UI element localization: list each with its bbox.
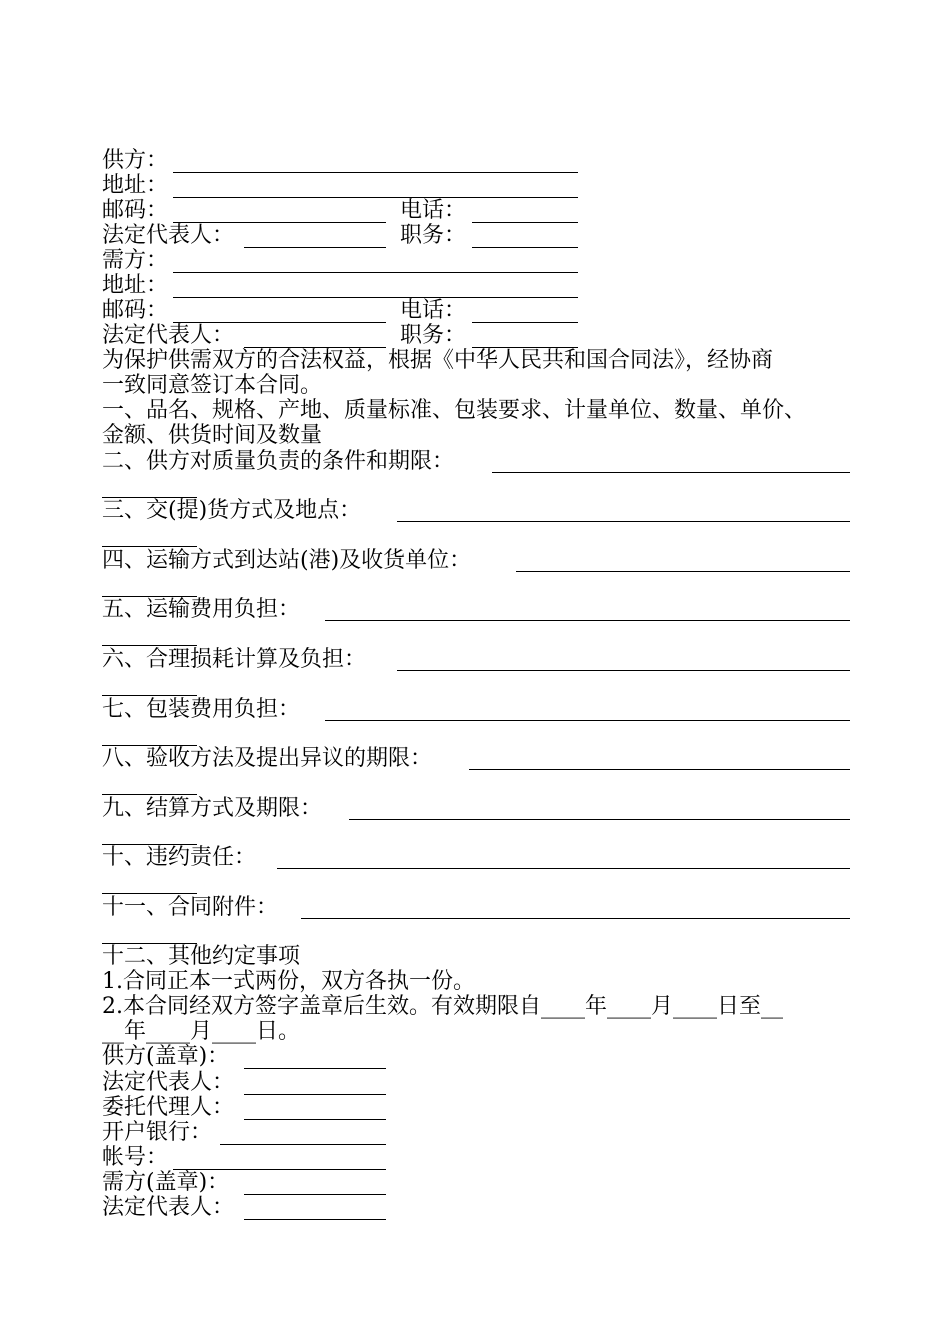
buyer-party-label: 需方： — [102, 248, 169, 273]
article-3-blank[interactable] — [397, 521, 850, 522]
buyer-phone-blank[interactable] — [472, 322, 578, 323]
signature-buyer-seal-label: 需方(盖章)： — [102, 1170, 230, 1195]
article-11-blank[interactable] — [301, 918, 850, 919]
article-12-item-2-line-1: 2.本合同经双方签字盖章后生效。有效期限自____年____月____日至__ — [102, 994, 783, 1019]
supplier-phone-label: 电话： — [400, 198, 467, 223]
buyer-party-blank[interactable] — [173, 272, 578, 273]
signature-buyer-legal-rep-blank[interactable] — [244, 1219, 386, 1220]
article-10-blank[interactable] — [277, 868, 850, 869]
supplier-position-label: 职务： — [400, 223, 467, 248]
article-4-blank[interactable] — [516, 571, 850, 572]
preamble-line-1: 为保护供需双方的合法权益，根据《中华人民共和国合同法》，经协商 — [102, 348, 774, 373]
article-9-blank[interactable] — [349, 819, 850, 820]
supplier-party-blank[interactable] — [173, 172, 578, 173]
article-6-blank[interactable] — [397, 670, 850, 671]
signature-supplier-legal-rep-label: 法定代表人： — [102, 1070, 235, 1095]
supplier-party-label: 供方： — [102, 148, 169, 173]
article-12-item-2-line-2: __年____月____日。 — [102, 1019, 301, 1044]
article-1-line-1: 一、品名、规格、产地、质量标准、包装要求、计量单位、数量、单价、 — [102, 398, 807, 423]
preamble-line-2: 一致同意签订本合同。 — [102, 373, 323, 398]
supplier-legal-rep-label: 法定代表人： — [102, 223, 235, 248]
buyer-address-blank[interactable] — [173, 297, 578, 298]
article-5-label: 五、运输费用负担： — [102, 597, 301, 622]
signature-agent-label: 委托代理人： — [102, 1095, 235, 1120]
signature-supplier-legal-rep-blank[interactable] — [244, 1094, 386, 1095]
signature-account-label: 帐号： — [102, 1145, 169, 1170]
supplier-address-blank[interactable] — [173, 197, 578, 198]
article-8-blank[interactable] — [469, 769, 850, 770]
article-2-blank[interactable] — [492, 472, 850, 473]
article-8-label: 八、验收方法及提出异议的期限： — [102, 746, 433, 771]
article-1-line-2: 金额、供货时间及数量 — [102, 423, 323, 448]
article-10-blank-continued[interactable] — [102, 893, 197, 894]
article-7-blank[interactable] — [325, 720, 850, 721]
signature-supplier-seal-label: 供方(盖章)： — [102, 1044, 230, 1069]
article-3-blank-continued[interactable] — [102, 546, 197, 547]
supplier-address-label: 地址： — [102, 173, 169, 198]
article-9-label: 九、结算方式及期限： — [102, 796, 323, 821]
supplier-postcode-label: 邮码： — [102, 198, 169, 223]
article-6-label: 六、合理损耗计算及负担： — [102, 647, 367, 672]
buyer-position-label: 职务： — [400, 323, 467, 348]
article-6-blank-continued[interactable] — [102, 695, 197, 696]
signature-buyer-legal-rep-label: 法定代表人： — [102, 1195, 235, 1220]
signature-agent-blank[interactable] — [244, 1119, 386, 1120]
supplier-phone-blank[interactable] — [472, 222, 578, 223]
article-7-label: 七、包装费用负担： — [102, 697, 301, 722]
article-2-label: 二、供方对质量负责的条件和期限： — [102, 449, 455, 474]
buyer-phone-label: 电话： — [400, 298, 467, 323]
supplier-position-blank[interactable] — [472, 247, 578, 248]
signature-buyer-seal-blank[interactable] — [244, 1194, 386, 1195]
buyer-address-label: 地址： — [102, 273, 169, 298]
article-12-item-1: 1.合同正本一式两份，双方各执一份。 — [102, 969, 475, 994]
signature-bank-blank[interactable] — [220, 1144, 386, 1145]
article-3-label: 三、交(提)货方式及地点： — [102, 498, 362, 523]
article-8-blank-continued[interactable] — [102, 794, 197, 795]
signature-bank-label: 开户银行： — [102, 1120, 213, 1145]
article-5-blank[interactable] — [325, 620, 850, 621]
article-4-label: 四、运输方式到达站(港)及收货单位： — [102, 548, 472, 573]
article-12-title: 十二、其他约定事项 — [102, 944, 301, 969]
article-10-label: 十、违约责任： — [102, 845, 257, 870]
article-11-label: 十一、合同附件： — [102, 895, 279, 920]
article-5-blank-continued[interactable] — [102, 645, 197, 646]
buyer-postcode-label: 邮码： — [102, 298, 169, 323]
signature-supplier-seal-blank[interactable] — [244, 1068, 386, 1069]
supplier-legal-rep-blank[interactable] — [244, 247, 386, 248]
buyer-legal-rep-label: 法定代表人： — [102, 323, 235, 348]
